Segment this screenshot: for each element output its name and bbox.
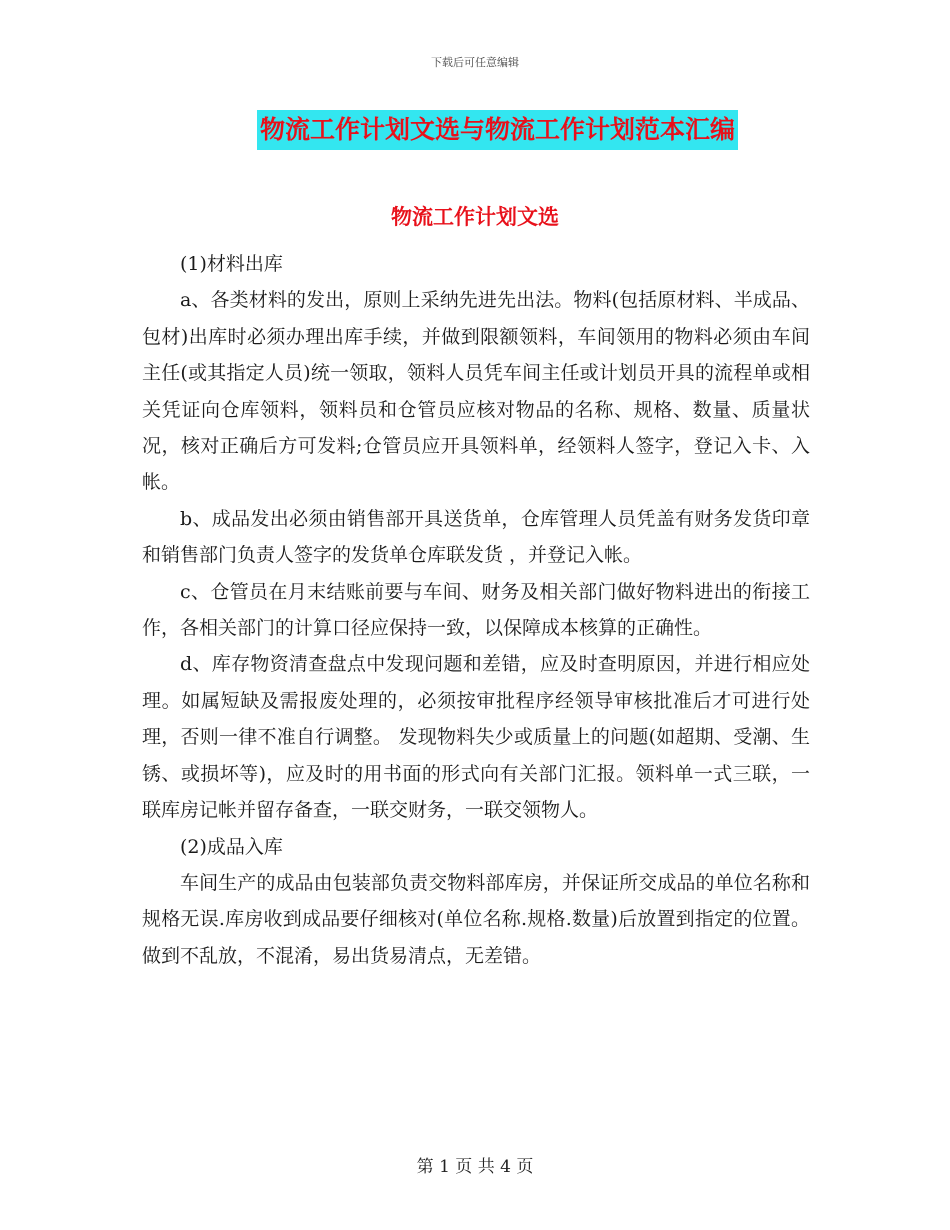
paragraph: c、仓管员在月末结账前要与车间、财务及相关部门做好物料进出的衔接工作，各相关部门的计算口径应保持一致，以保障成本核算的正确性。 — [142, 580, 810, 640]
paragraph: a、各类材料的发出，原则上采纳先进先出法。物料(包括原材料、半成品、包材)出库时必须办理出库手续，并做到限额领料，车间领用的物料必须由车间主任(或其指定人员)统一领取，领料人员凭车间主任或计划员开具的流程单或相关凭证向仓库领料，领料员和仓管员应核对物品的名称、规格、数量、质量状况，核对正确后方可发料;仓管员应开具领料单，经领料人签字，登记入卡、入帐。 — [142, 289, 810, 494]
paragraph: d、库存物资清查盘点中发现问题和差错，应及时查明原因，并进行相应处理。如属短缺及需报废处理的，必须按审批程序经领导审核批准后才可进行处理，否则一律不准自行调整。 发现物料失少或质量上的问题(如超期、受潮、生锈、或损坏等)，应及时的用书面的形式向有关部门汇报。领料单一式三联，一联库房记帐并留存备查，一联交财务，一联交领物人。 — [142, 653, 810, 822]
document-title-container — [0, 110, 950, 150]
document-body — [142, 246, 810, 974]
page-number-footer: 第 1 页 共 4 页 — [416, 1157, 534, 1177]
paragraph-subheading-material-outbound: (1)材料出库 — [180, 253, 283, 275]
paragraph: 车间生产的成品由包装部负责交物料部库房，并保证所交成品的单位名称和规格无误.库房收到成品要仔细核对(单位名称.规格.数量)后放置到指定的位置。做到不乱放，不混淆，易出货易清点，无差错。 — [142, 871, 810, 967]
document-title: 物流工作计划文选与物流工作计划范本汇编 — [257, 110, 738, 150]
paragraph: b、成品发出必须由销售部开具送货单，仓库管理人员凭盖有财务发货印章和销售部门负责人签字的发货单仓库联发货 ，并登记入帐。 — [142, 507, 810, 567]
paragraph-subheading-product-inbound: (2)成品入库 — [180, 835, 283, 858]
page-header-note: 下载后可任意编辑 — [431, 56, 519, 69]
section-title: 物流工作计划文选 — [391, 204, 559, 229]
